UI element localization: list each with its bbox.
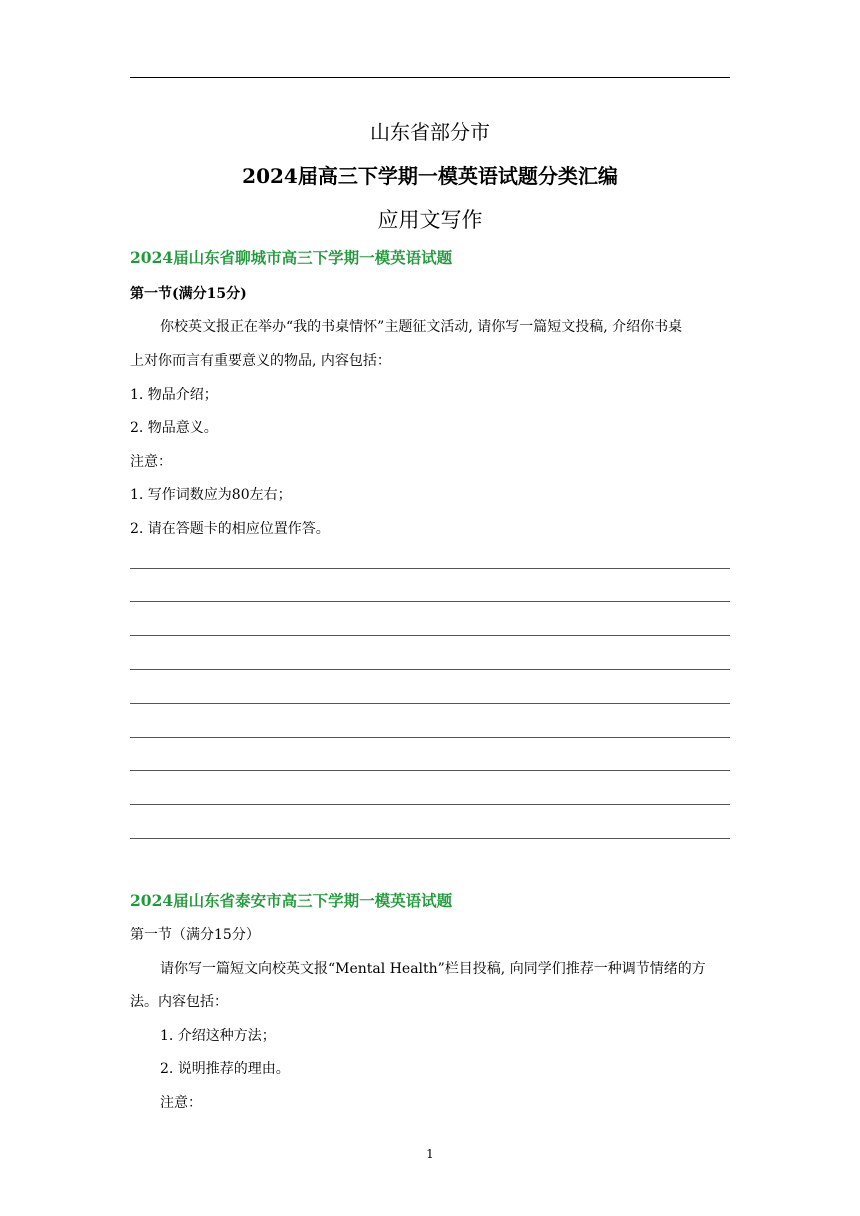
note-item: 2. 请在答题卡的相应位置作答。 (130, 521, 330, 537)
title-region: 山东省部分市 (370, 120, 490, 144)
note-label: 注意： (160, 1095, 202, 1111)
content-point: 2. 说明推荐的理由。 (160, 1061, 290, 1077)
content-point: 1. 物品介绍； (130, 387, 218, 403)
answer-line (130, 635, 730, 636)
section-heading-liaocheng: 2024届山东省聊城市高三下学期一模英语试题 (130, 248, 453, 267)
note-label: 注意： (130, 454, 172, 470)
section-heading-taian: 2024届山东省泰安市高三下学期一模英语试题 (130, 891, 453, 910)
answer-line (130, 669, 730, 670)
answer-line (130, 601, 730, 602)
content-point: 2. 物品意义。 (130, 420, 218, 436)
content-point: 1. 介绍这种方法； (160, 1028, 276, 1044)
answer-line (130, 838, 730, 839)
page-number: 1 (426, 1147, 434, 1161)
part-label: 第一节（满分15分） (130, 927, 260, 943)
prompt-text: 上对你而言有重要意义的物品, 内容包括： (130, 353, 391, 369)
answer-line (130, 568, 730, 569)
answer-line (130, 770, 730, 771)
title-topic: 应用文写作 (377, 208, 483, 232)
answer-line (130, 703, 730, 704)
answer-line (130, 737, 730, 738)
answer-line (130, 804, 730, 805)
header-rule (130, 77, 730, 78)
note-item: 1. 写作词数应为80左右； (130, 487, 292, 503)
part-label: 第一节(满分15分) (130, 286, 247, 302)
prompt-text: 你校英文报正在举办“我的书桌情怀”主题征文活动, 请你写一篇短文投稿, 介绍你书桌 (160, 319, 683, 335)
prompt-text: 法。内容包括： (130, 994, 228, 1010)
title-collection: 2024届高三下学期一模英语试题分类汇编 (242, 164, 618, 188)
prompt-text: 请你写一篇短文向校英文报“Mental Health”栏目投稿, 向同学们推荐一种调节情绪的方 (160, 961, 706, 977)
